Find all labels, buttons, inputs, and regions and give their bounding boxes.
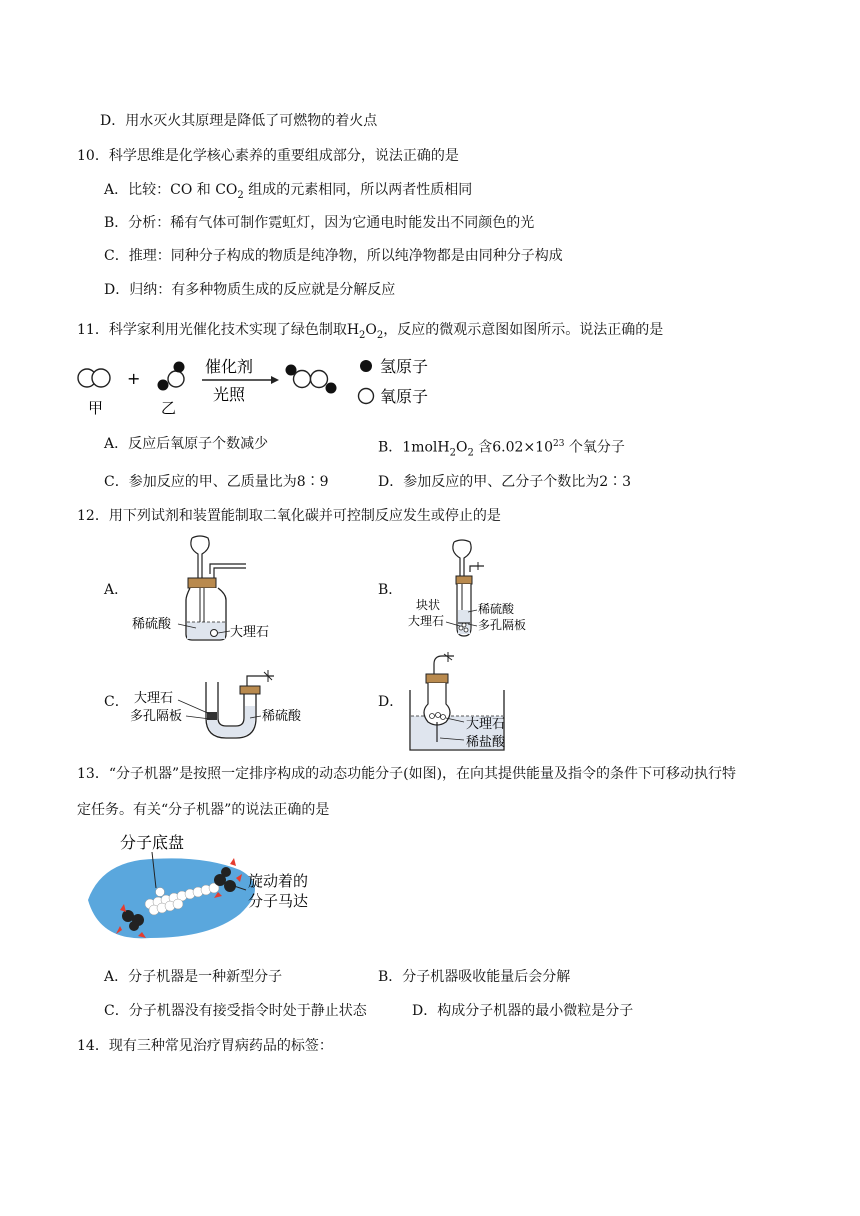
motor-label-2: 分子马达: [248, 892, 309, 910]
q10-option-b: B．分析：稀有气体可制作霓虹灯，因为它通电时能发出不同颜色的光: [104, 215, 535, 231]
hydrogen-atom-icon: [360, 360, 372, 372]
q13-stem-line2: 定任务。有关“分子机器”的说法正确的是: [77, 802, 330, 818]
legend-oxygen: 氧原子: [380, 387, 429, 406]
q9-option-d: D．用水灭火其原理是降低了可燃物的着火点: [100, 113, 378, 129]
q13-option-d: D．构成分子机器的最小微粒是分子: [412, 1003, 634, 1019]
acid-label-d: 稀盐酸: [466, 735, 506, 750]
stone-label-a: 大理石: [230, 625, 270, 640]
oxygen-atom-icon: [359, 389, 374, 404]
acid-label-b: 稀硫酸: [478, 602, 515, 616]
catalyst-label: 催化剂: [205, 357, 254, 376]
q12-apparatus-d: [404, 652, 564, 756]
motor-label-1: 旋动着的: [248, 872, 309, 890]
q12-stem: 12．用下列试剂和装置能制取二氧化碳并可控制反应发生或停止的是: [77, 508, 501, 524]
q11-option-d: D．参加反应的甲、乙分子个数比为2∶3: [378, 474, 632, 490]
q12-apparatus-b: [404, 538, 544, 644]
q13-option-c: C．分子机器没有接受指令时处于静止状态: [104, 1003, 367, 1019]
q11-option-c: C．参加反应的甲、乙质量比为8∶9: [104, 474, 329, 490]
q12-option-b-label: B．: [378, 582, 403, 598]
acid-label-a: 稀硫酸: [132, 617, 172, 632]
q10-option-c: C．推理：同种分子构成的物质是纯净物，所以纯净物都是由同种分子构成: [104, 248, 563, 264]
acid-label-c: 稀硫酸: [262, 709, 302, 724]
q11-option-a: A．反应后氧原子个数减少: [104, 436, 269, 452]
q11-stem: 11．科学家利用光催化技术实现了绿色制取$H_2O_2$，反应的微观示意图如图所示。说法正确的是: [77, 322, 664, 341]
q13-molecular-machine-figure: [80, 830, 320, 946]
plate-label-b: 多孔隔板: [478, 618, 527, 632]
block-label-b: 块状: [416, 598, 441, 612]
q12-apparatus-a: [128, 534, 288, 644]
light-label: 光照: [213, 385, 246, 404]
legend-hydrogen: 氢原子: [380, 357, 429, 376]
stone-label-b: 大理石: [408, 614, 445, 628]
q12-option-a-label: A．: [104, 582, 129, 598]
q10-option-a: A．比较：CO 和 $CO_2$ 组成的元素相同，所以两者性质相同: [104, 182, 473, 201]
q10-stem: 10．科学思维是化学核心素养的重要组成部分，说法正确的是: [77, 148, 459, 164]
label-jia: 甲: [88, 399, 104, 417]
q11-reaction-diagram: [75, 348, 455, 420]
q13-stem-line1: 13．“分子机器”是按照一定排序构成的动态功能分子(如图)，在向其提供能量及指令的条件下可移动执行特: [77, 766, 737, 782]
q12-option-c-label: C．: [104, 694, 129, 710]
q14-stem: 14．现有三种常见治疗胃病药品的标签：: [77, 1038, 333, 1054]
q11-option-b: B．$1molH_2O_2$ 含$6.02\times 10^{23}$ 个氧分子: [378, 439, 625, 459]
q13-option-a: A．分子机器是一种新型分子: [104, 969, 283, 985]
q10-option-d: D．归纳：有多种物质生成的反应就是分解反应: [104, 282, 396, 298]
stone-label-c: 大理石: [134, 691, 174, 706]
plus-sign: +: [127, 369, 141, 388]
base-label: 分子底盘: [120, 833, 185, 852]
q12-apparatus-c: [128, 662, 318, 744]
label-yi: 乙: [161, 399, 177, 417]
q13-option-b: B．分子机器吸收能量后会分解: [378, 969, 571, 985]
stone-label-d: 大理石: [466, 717, 506, 732]
plate-label-c: 多孔隔板: [130, 709, 183, 724]
q12-option-d-label: D．: [378, 694, 404, 710]
